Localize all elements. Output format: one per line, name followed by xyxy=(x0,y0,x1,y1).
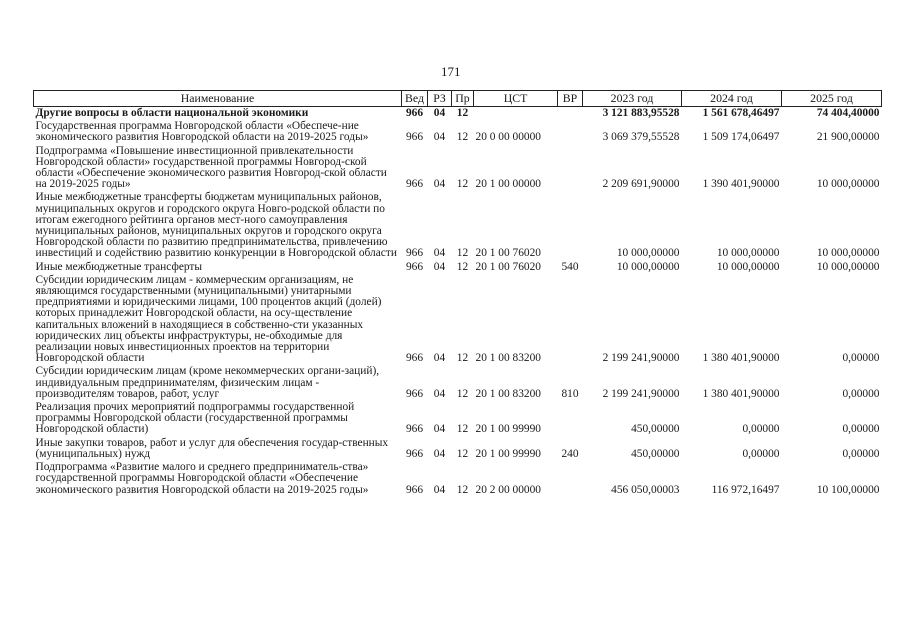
header-pr: Пр xyxy=(452,91,474,107)
row-ved: 966 xyxy=(405,352,424,365)
row-vr xyxy=(558,107,583,121)
row-2025: 10 000,00000 xyxy=(816,178,880,191)
row-rz: 04 xyxy=(433,131,446,144)
row-2023: 10 000,00000 xyxy=(616,247,680,260)
row-2023: 450,00000 xyxy=(631,423,680,436)
row-2025: 10 000,00000 xyxy=(816,247,880,260)
row-ved: 966 xyxy=(405,483,424,496)
row-2024: 1 380 401,90000 xyxy=(702,352,780,365)
row-2023: 456 050,00003 xyxy=(611,483,680,496)
row-vr xyxy=(558,401,583,437)
header-vr: ВР xyxy=(558,91,583,107)
table-row xyxy=(34,461,882,497)
row-vr xyxy=(558,120,583,144)
row-rz: 04 xyxy=(433,423,446,436)
table-row xyxy=(34,401,882,437)
row-pr: 12 xyxy=(456,107,469,119)
row-2023: 2 199 241,90000 xyxy=(602,352,680,365)
row-2023: 3 121 883,95528 xyxy=(602,107,680,119)
table-row xyxy=(34,365,882,401)
row-2024: 1 380 401,90000 xyxy=(702,387,780,400)
row-2025: 10 100,00000 xyxy=(816,483,880,496)
page-number: 171 xyxy=(441,64,461,79)
header-rz: РЗ xyxy=(428,91,452,107)
row-name: Иные межбюджетные трансферты xyxy=(35,260,203,273)
row-pr: 12 xyxy=(456,387,469,400)
row-cst: 20 1 00 99990 xyxy=(475,423,541,436)
row-name: Государственная программа Новгородской области «Обеспече-ние экономического развития Новгородской области на 2019-2025 годы» xyxy=(35,120,369,144)
row-cst: 20 1 00 99990 xyxy=(475,447,541,460)
table-row xyxy=(34,145,882,192)
row-name: Субсидии юридическим лицам - коммерческим организациям, не являющимся государственными (муниципальными) унитарными предприятиями и юридическими лицами, 100 процентов акций (долей) которых принадлежит Новгородской области, на осу-ществление капитальных вложений в находящиеся в собственно-сти указанных юридических лиц объекты инфраструктуры, не-обходимые для реализации новых инвестиционных проектов на территории Новгородской области xyxy=(35,273,382,365)
row-name: Реализация прочих мероприятий подпрограммы государственной программы Новгородской области (государственной программы Новгородской области) xyxy=(35,401,355,436)
row-rz: 04 xyxy=(433,447,446,460)
row-name: Иные закупки товаров, работ и услуг для обеспечения государ-ственных (муниципальных) нужд xyxy=(35,436,389,460)
table-body xyxy=(34,107,882,497)
row-2023: 2 209 691,90000 xyxy=(602,178,680,191)
row-ved: 966 xyxy=(405,131,424,144)
table-row xyxy=(34,191,882,260)
row-vr: 810 xyxy=(561,387,579,400)
header-2024: 2024 год xyxy=(682,91,782,107)
row-2025: 0,00000 xyxy=(842,447,880,460)
row-2024: 1 509 174,06497 xyxy=(702,131,780,144)
row-2025: 0,00000 xyxy=(842,352,880,365)
row-vr xyxy=(558,191,583,260)
row-2024: 1 390 401,90000 xyxy=(702,178,780,191)
row-rz: 04 xyxy=(433,247,446,260)
row-cst: 20 1 00 83200 xyxy=(475,387,541,400)
row-pr: 12 xyxy=(456,131,469,144)
row-2024: 116 972,16497 xyxy=(711,483,780,496)
row-2023: 10 000,00000 xyxy=(616,260,680,273)
row-pr: 12 xyxy=(456,178,469,191)
row-rz: 04 xyxy=(433,483,446,496)
row-vr: 540 xyxy=(561,260,579,273)
header-2023: 2023 год xyxy=(583,91,682,107)
table-row xyxy=(34,107,882,121)
row-cst: 20 1 00 00000 xyxy=(475,178,541,191)
row-pr: 12 xyxy=(456,483,469,496)
row-2024: 0,00000 xyxy=(742,423,780,436)
row-cst: 20 1 00 76020 xyxy=(475,260,541,273)
row-cst: 20 1 00 76020 xyxy=(475,247,541,260)
row-name: Подпрограмма «Развитие малого и среднего предприниматель-ства» государственной программы Новгородской области «Обеспечение экономического развития Новгородской области на 2019-2025 годы» xyxy=(35,461,369,496)
row-pr: 12 xyxy=(456,423,469,436)
header-cst: ЦСТ xyxy=(474,91,558,107)
row-rz: 04 xyxy=(433,352,446,365)
row-vr xyxy=(558,461,583,497)
row-2023: 3 069 379,55528 xyxy=(602,131,680,144)
row-rz: 04 xyxy=(433,260,446,273)
row-vr xyxy=(558,145,583,192)
row-pr: 12 xyxy=(456,352,469,365)
row-rz: 04 xyxy=(433,107,446,119)
row-ved: 966 xyxy=(405,447,424,460)
row-rz: 04 xyxy=(433,387,446,400)
row-2024: 10 000,00000 xyxy=(716,260,780,273)
row-pr: 12 xyxy=(456,247,469,260)
table-row xyxy=(34,274,882,366)
row-2024: 0,00000 xyxy=(742,447,780,460)
row-2025: 21 900,00000 xyxy=(816,131,880,144)
row-2025: 74 404,40000 xyxy=(816,107,880,119)
row-2025: 10 000,00000 xyxy=(816,260,880,273)
budget-table xyxy=(33,90,882,497)
row-ved: 966 xyxy=(405,260,424,273)
row-cst: 20 0 00 00000 xyxy=(475,131,541,144)
row-cst xyxy=(474,107,558,121)
row-name: Другие вопросы в области национальной экономики xyxy=(35,107,309,119)
row-ved: 966 xyxy=(405,423,424,436)
row-cst: 20 1 00 83200 xyxy=(475,352,541,365)
table-row xyxy=(34,261,882,274)
header-name: Наименование xyxy=(34,91,402,107)
row-vr: 240 xyxy=(561,447,579,460)
row-2025: 0,00000 xyxy=(842,387,880,400)
row-ved: 966 xyxy=(405,387,424,400)
row-ved: 966 xyxy=(405,107,424,119)
row-name: Иные межбюджетные трансферты бюджетам муниципальных районов, муниципальных округов и городского округа Новго-родской области по итогам ежегодного рейтинга органов мест-ного самоуправления муниципальных районов, муниципальных округов и городского округа Новгородской области по развитию предпринимательства, привлечению инвестиций и содействию развитию конкуренции в Новгородской области xyxy=(35,191,397,260)
table-header xyxy=(34,91,882,107)
header-2025: 2025 год xyxy=(782,91,882,107)
table-row xyxy=(34,120,882,144)
row-pr: 12 xyxy=(456,447,469,460)
row-name: Подпрограмма «Повышение инвестиционной привлекательности Новгородской области» государственной программы Новгород-ской области «Обеспечение экономического развития Новгород-ской области на 2019-2025 годы» xyxy=(35,144,387,191)
row-vr xyxy=(558,274,583,366)
header-ved: Вед xyxy=(402,91,428,107)
row-ved: 966 xyxy=(405,178,424,191)
row-2024: 1 561 678,46497 xyxy=(702,107,780,119)
table-row xyxy=(34,437,882,461)
row-name: Субсидии юридическим лицам (кроме некоммерческих органи-заций), индивидуальным предпринимателям, физическим лицам - производителям товаров, работ, услуг xyxy=(35,365,380,400)
row-ved: 966 xyxy=(405,247,424,260)
row-2024: 10 000,00000 xyxy=(716,247,780,260)
row-rz: 04 xyxy=(433,178,446,191)
row-2025: 0,00000 xyxy=(842,423,880,436)
row-2023: 450,00000 xyxy=(631,447,680,460)
row-cst: 20 2 00 00000 xyxy=(475,483,541,496)
row-pr: 12 xyxy=(456,260,469,273)
row-2023: 2 199 241,90000 xyxy=(602,387,680,400)
